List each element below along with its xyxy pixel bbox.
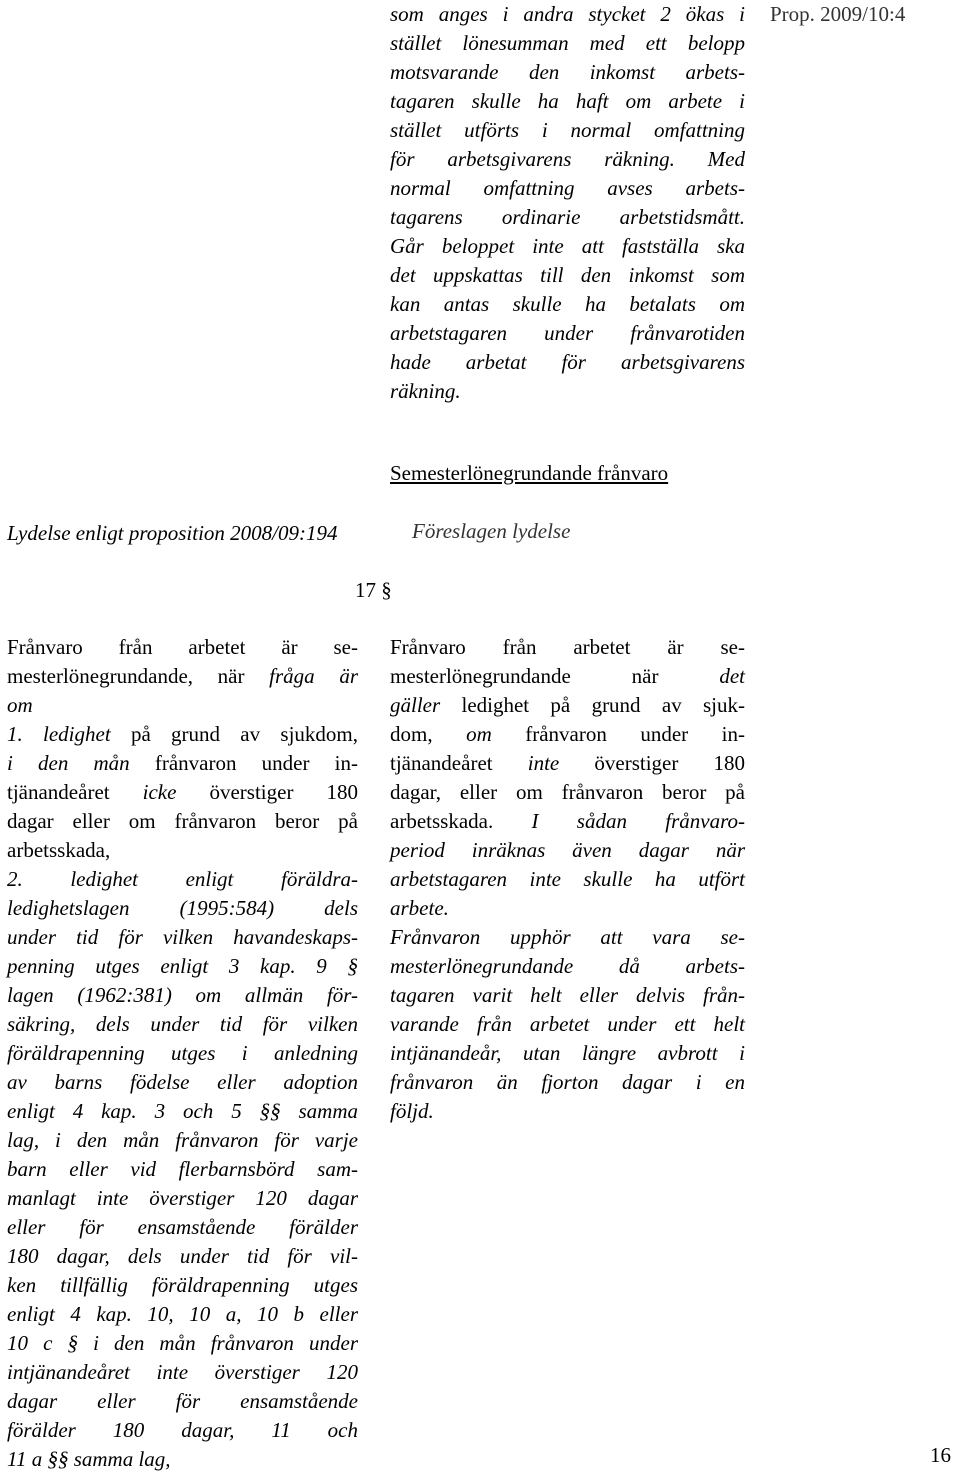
text-line: [7, 1445, 358, 1474]
text-line: [7, 633, 358, 662]
text-segment: om: [7, 693, 33, 717]
text-line: [7, 1184, 358, 1213]
text-segment: lagen (1962:381) om allmän för-: [7, 983, 358, 1007]
text-segment: det: [719, 664, 745, 688]
text-line: tagarens ordinarie arbetstidsmått.: [390, 205, 745, 229]
text-segment: frånvaron under in-: [129, 751, 358, 775]
text-line: [390, 923, 745, 952]
text-segment: säkring, dels under tid för vilken: [7, 1012, 358, 1036]
text-segment: mesterlönegrundande då arbets-: [390, 954, 745, 978]
text-segment: lag, i den mån frånvaron för varje: [7, 1128, 358, 1152]
text-segment: inte: [527, 751, 560, 775]
text-line: [7, 1416, 358, 1445]
text-segment: ledighet på grund av sjuk-: [440, 693, 745, 717]
text-line: [7, 749, 358, 778]
text-segment: arbetsskada,: [7, 838, 111, 862]
text-line: Går beloppet inte att fastställa ska: [390, 234, 745, 258]
text-line: kan antas skulle ha betalats om: [390, 292, 745, 316]
text-segment: I sådan frånvaro-: [531, 809, 745, 833]
text-line: [7, 807, 358, 836]
text-line: [390, 1068, 745, 1097]
text-segment: enligt 4 kap. 3 och 5 §§ samma: [7, 1099, 358, 1123]
text-line: [390, 807, 745, 836]
text-line: [7, 923, 358, 952]
prop-header: Prop. 2009/10:4: [770, 2, 906, 26]
text-segment: frånvaron under in-: [491, 722, 745, 746]
text-line: [390, 749, 745, 778]
text-segment: 10 c § i den mån frånvaron under: [7, 1331, 358, 1355]
text-line: [7, 1387, 358, 1416]
text-segment: eller för ensamstående förälder: [7, 1215, 358, 1239]
text-segment: mesterlönegrundande när: [390, 664, 720, 688]
text-segment: dagar eller för ensamstående: [7, 1389, 358, 1413]
text-segment: penning utges enligt 3 kap. 9 §: [7, 954, 358, 978]
text-line: [7, 1242, 358, 1271]
text-segment: förälder 180 dagar, 11 och: [7, 1418, 358, 1442]
text-segment: tjänandeåret: [390, 751, 528, 775]
top-column-text: [390, 0, 745, 406]
text-segment: mesterlönegrundande, när: [7, 664, 270, 688]
text-segment: på grund av sjukdom,: [110, 722, 358, 746]
text-segment: överstiger 180: [176, 780, 358, 804]
text-line: hade arbetat för arbetsgivarens: [390, 350, 745, 374]
text-line: [7, 865, 358, 894]
text-segment: fråga är: [269, 664, 358, 688]
text-segment: om: [466, 722, 492, 746]
text-line: för arbetsgivarens räkning. Med: [390, 147, 745, 171]
text-segment: Frånvaron upphör att vara se-: [390, 925, 745, 949]
left-column-text: [7, 633, 358, 1474]
text-line: [7, 1155, 358, 1184]
text-segment: ken tillfällig föräldrapenning utges: [7, 1273, 358, 1297]
text-segment: gäller: [390, 693, 441, 717]
text-line: [7, 1068, 358, 1097]
text-line: [390, 981, 745, 1010]
text-line: stället utförts i normal omfattning: [390, 118, 745, 142]
text-line: [7, 836, 358, 865]
text-segment: dagar eller om frånvaron beror på: [7, 809, 358, 833]
text-segment: intjänandeår, utan längre avbrott i: [390, 1041, 745, 1065]
text-line: [390, 633, 745, 662]
text-segment: 11 a §§ samma lag,: [7, 1447, 171, 1471]
text-segment: arbetsskada.: [390, 809, 532, 833]
text-line: [390, 778, 745, 807]
text-segment: under tid för vilken havandeskaps-: [7, 925, 358, 949]
text-line: det uppskattas till den inkomst som: [390, 263, 745, 287]
text-line: [7, 1097, 358, 1126]
text-line: [390, 1097, 745, 1126]
text-segment: arbete.: [390, 896, 449, 920]
text-line: tagaren skulle ha haft om arbete i: [390, 89, 745, 113]
text-line: [390, 691, 745, 720]
text-segment: följd.: [390, 1099, 434, 1123]
section-title: Semesterlönegrundande frånvaro: [390, 461, 669, 485]
text-segment: Frånvaro från arbetet är se-: [390, 635, 745, 659]
text-line: [7, 662, 358, 691]
text-line: som anges i andra stycket 2 ökas i: [390, 2, 745, 26]
text-line: [7, 1213, 358, 1242]
text-segment: 1. ledighet: [7, 722, 111, 746]
text-segment: tagaren varit helt eller delvis från-: [390, 983, 745, 1007]
text-line: [7, 720, 358, 749]
text-line: [7, 1126, 358, 1155]
text-segment: dom,: [390, 722, 467, 746]
text-line: [390, 1039, 745, 1068]
text-line: motsvarande den inkomst arbets-: [390, 60, 745, 84]
text-line: [390, 952, 745, 981]
text-segment: Frånvaro från arbetet är se-: [7, 635, 358, 659]
text-line: [390, 662, 745, 691]
right-column-heading: Föreslagen lydelse: [412, 519, 571, 543]
text-segment: enligt 4 kap. 10, 10 a, 10 b eller: [7, 1302, 358, 1326]
text-line: [7, 691, 358, 720]
text-line: [7, 1010, 358, 1039]
text-segment: ledighetslagen (1995:584) dels: [7, 896, 358, 920]
text-segment: tjänandeåret: [7, 780, 143, 804]
text-line: [7, 981, 358, 1010]
text-segment: 2. ledighet enligt föräldra-: [7, 867, 358, 891]
text-segment: varande från arbetet under ett helt: [390, 1012, 745, 1036]
text-segment: intjänandeåret inte överstiger 120: [7, 1360, 358, 1384]
text-segment: barn eller vid flerbarnsbörd sam-: [7, 1157, 358, 1181]
text-segment: i den mån: [7, 751, 130, 775]
text-segment: 180 dagar, dels under tid för vil-: [7, 1244, 358, 1268]
text-segment: arbetstagaren inte skulle ha utfört: [390, 867, 745, 891]
text-line: räkning.: [390, 379, 461, 403]
text-line: [390, 865, 745, 894]
text-line: [7, 1271, 358, 1300]
text-segment: manlagt inte överstiger 120 dagar: [7, 1186, 358, 1210]
text-line: [7, 1300, 358, 1329]
text-segment: överstiger 180: [559, 751, 745, 775]
text-segment: dagar, eller om frånvaron beror på: [390, 780, 745, 804]
text-segment: frånvaron än fjorton dagar i en: [390, 1070, 745, 1094]
text-line: [390, 720, 745, 749]
text-line: [7, 1039, 358, 1068]
text-line: [7, 778, 358, 807]
text-line: arbetstagaren under frånvarotiden: [390, 321, 745, 345]
text-line: stället lönesumman med ett belopp: [390, 31, 745, 55]
paragraph-number: 17 §: [355, 578, 392, 602]
text-line: [390, 894, 745, 923]
right-column-text: [390, 633, 745, 1126]
page-number: 16: [930, 1443, 951, 1467]
text-line: [7, 1358, 358, 1387]
left-column-heading: Lydelse enligt proposition 2008/09:194: [7, 521, 338, 545]
text-line: [7, 894, 358, 923]
text-segment: period inräknas även dagar när: [390, 838, 745, 862]
text-line: [7, 952, 358, 981]
text-segment: icke: [142, 780, 177, 804]
text-line: normal omfattning avses arbets-: [390, 176, 745, 200]
text-line: [390, 836, 745, 865]
text-segment: föräldrapenning utges i anledning: [7, 1041, 358, 1065]
text-line: [7, 1329, 358, 1358]
text-segment: av barns födelse eller adoption: [7, 1070, 358, 1094]
text-line: [390, 1010, 745, 1039]
